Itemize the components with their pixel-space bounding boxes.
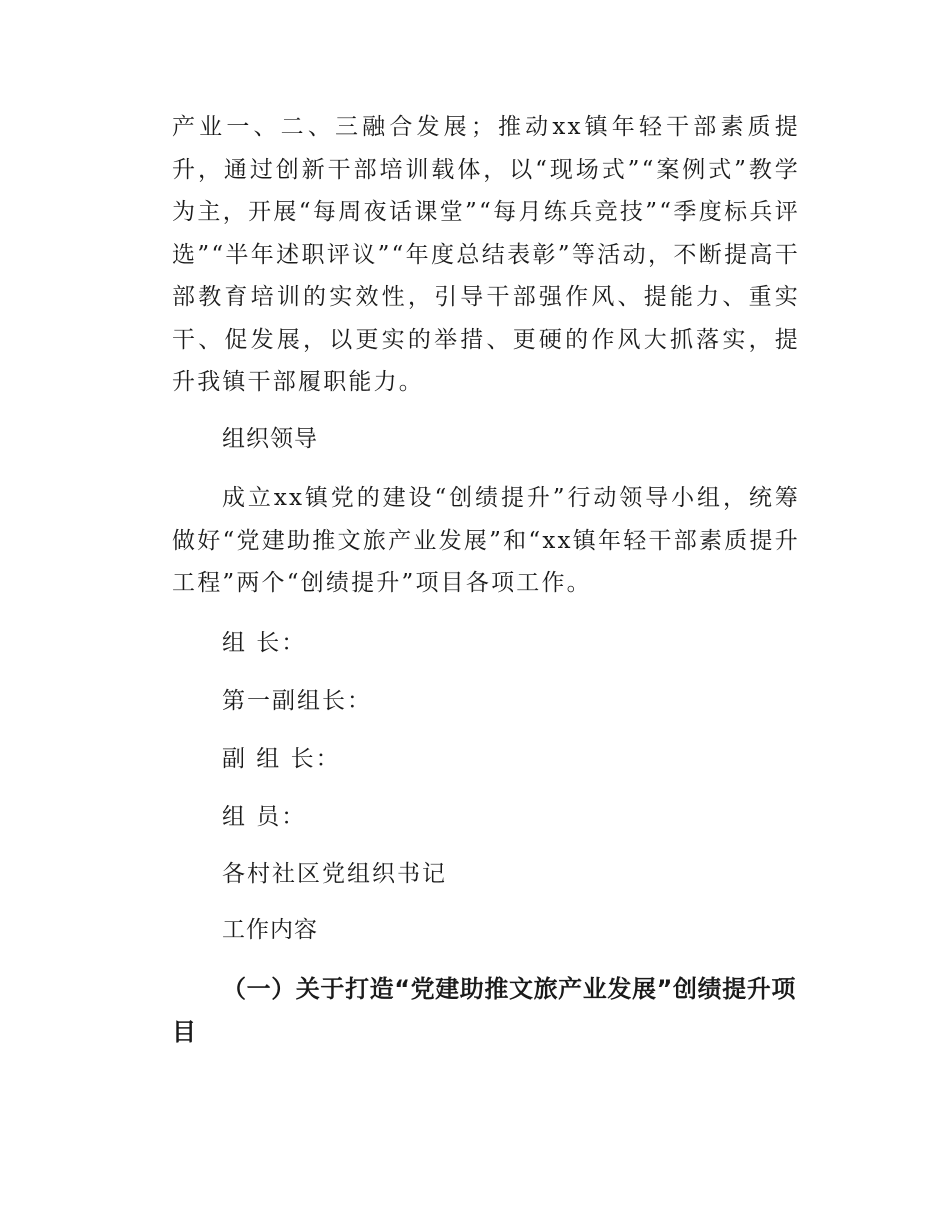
first-deputy-leader-line: 第一副组长： [222,688,372,714]
heading-organization-leadership: 组织领导 [222,426,318,452]
paragraph-leading-group: 成立xx镇党的建设“创绩提升”行动领导小组，统筹做好“党建助推文旅产业发展”和“xx镇年轻干部素质提升工程”两个“创绩提升”项目各项工作。 [172,485,800,596]
paragraph-talent-development: 产业一、二、三融合发展；推动xx镇年轻干部素质提升，通过创新干部培训载体，以“现场式”“案例式”教学为主，开展“每周夜话课堂”“每月练兵竞技”“季度标兵评选”“半年述职评议”“年度总结表彰”等活动，不断提高干部教育培训的实效性，引导干部强作风、提能力、重实干、促发展，以更实的举措、更硬的作风大抓落实，提升我镇干部履职能力。 [172,114,800,395]
members-line: 组 员： [222,804,307,830]
subheading-cultural-tourism-project: （一）关于打造“党建助推文旅产业发展”创绩提升项目 [172,975,796,1046]
heading-work-content: 工作内容 [222,917,318,943]
group-leader-line: 组 长： [222,630,307,656]
deputy-leader-line: 副 组 长： [222,746,341,772]
secretaries-line: 各村社区党组织书记 [222,861,447,887]
